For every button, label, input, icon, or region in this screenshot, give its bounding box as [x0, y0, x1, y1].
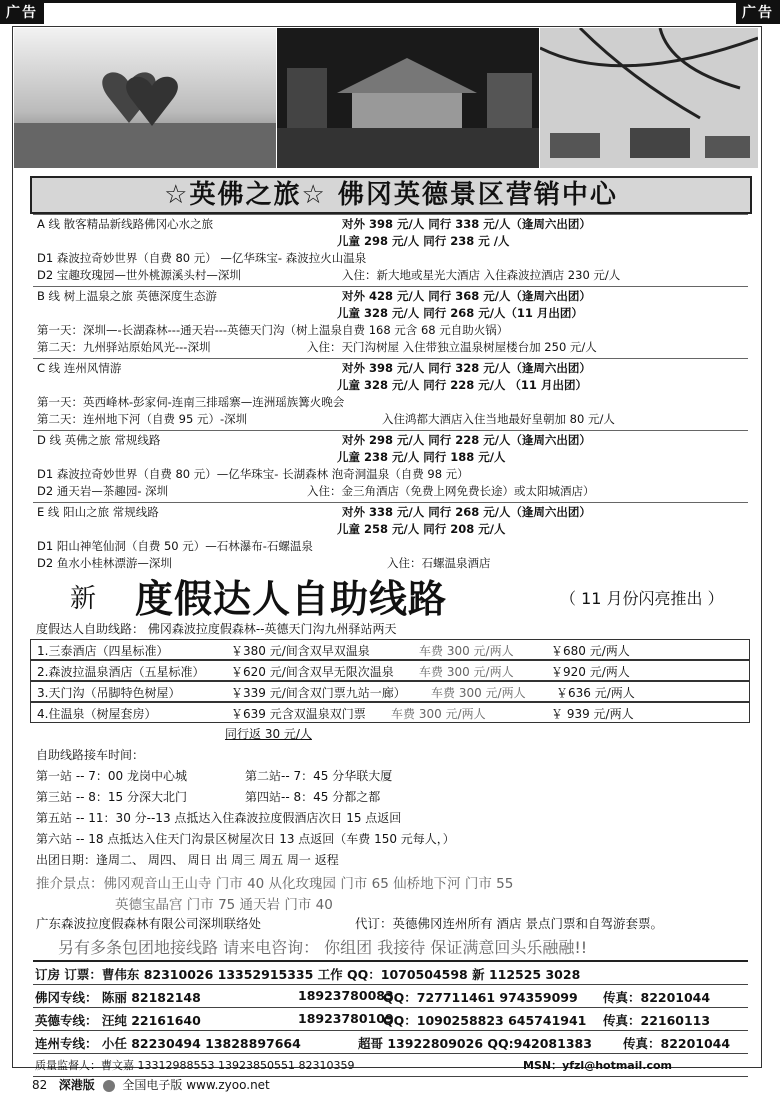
route-hotel: 入住鸿都大酒店入住当地最好皇朝加 80 元/人: [382, 412, 615, 426]
launch-note: （ 11 月份闪亮推出 ）: [560, 589, 724, 608]
route-day: D2 宝趣玫瑰园—世外桃源溪头村—深圳: [37, 268, 241, 282]
route-day: D1 森波拉奇妙世界（自费 80 元）—亿华珠宝- 长湖森林 泡奇洞温泉（自费 98 元）: [37, 467, 469, 481]
edition-label: 深港版: [58, 1078, 95, 1092]
route-hotel: 入住：新大地或星光大酒店 入住森波拉酒店 230 元/人: [342, 268, 621, 282]
route-e: [33, 502, 748, 574]
hotel-option: 1.三泰酒店（四星标准） ￥380 元/间含双早双温泉 车费 300 元/两人 ￥680 元/两人: [30, 639, 750, 660]
route-day: D1 阳山神笔仙洞（自费 50 元）—石林瀑布-石螺温泉: [37, 539, 313, 553]
pickup-stop: 第二站-- 7：45 分华联大厦: [245, 769, 393, 783]
pickup-stop: 第六站 -- 18 点抵达入住天门沟景区树屋次日 13 点返回（车费 150 元每人，）: [36, 832, 455, 846]
return-note: 同行返 30 元/人: [225, 727, 312, 741]
route-day: 第一天：英西峰林-彭家伺-连南三排瑶寨—连洲瑶族篝火晚会: [37, 395, 345, 409]
route-hotel: 入住：金三角酒店（免费上网免费长途）或太阳城酒店）: [307, 484, 595, 498]
contact-row: 订房 订票：曹伟东 82310026 13352915335 工作 QQ：1070504598 新 112525 3028: [33, 962, 748, 985]
route-price-adult: 对外 338 元/人 同行 268 元/人（逢周六出团）: [342, 505, 591, 519]
pickup-stop: 第一站 -- 7：00 龙岗中心城: [36, 769, 188, 783]
page-number: 82: [32, 1078, 48, 1092]
recommended-spots: 英德宝晶宫 门市 75 通天岩 门市 40: [115, 897, 333, 913]
route-hotel: 入住：天门沟树屋 入住带独立温泉树屋楼台加 250 元/人: [307, 340, 597, 354]
supervisor-row: 质量监督人：曹文嘉 13312988553 13923850551 82310359 MSN：yfzl@hotmail.com: [33, 1054, 748, 1077]
self-drive-title: 度假达人自助线路: [135, 577, 448, 621]
pickup-stop: 第五站 -- 11：30 分--13 点抵达入住森波拉度假酒店次日 15 点返回: [36, 811, 402, 825]
ad-tag-left: 广告: [0, 0, 44, 24]
new-label: 新: [70, 584, 97, 614]
hotel-option: 3.天门沟（吊脚特色树屋） ￥339 元/间含双门票九站一廊） 车费 300 元/两人 ￥636 元/两人: [30, 681, 750, 702]
route-name: B 线 树上温泉之旅 英德深度生态游: [37, 289, 217, 303]
route-price-adult: 对外 428 元/人 同行 368 元/人（逢周六出团）: [342, 289, 591, 303]
route-c: [33, 358, 748, 430]
route-price-adult: 对外 398 元/人 同行 338 元/人（逢周六出团）: [342, 217, 591, 231]
pickup-stop: 第四站-- 8：45 分都之都: [245, 790, 381, 804]
recommended-spots: 推介景点：佛冈观音山王山寺 门市 40 从化玫瑰园 门市 65 仙桥地下河 门市 55: [36, 876, 514, 892]
departure-days: 出团日期：逢周二、 周四、 周日 出 周三 周五 周一 返程: [36, 853, 339, 867]
tree-house-photo: [540, 28, 758, 168]
route-price-child: 儿童 298 元/人 同行 238 元 /人: [337, 234, 510, 248]
page-footer: [32, 1076, 270, 1093]
route-price-child: 儿童 238 元/人 同行 188 元/人: [337, 450, 506, 464]
publisher-logo-icon: [103, 1080, 115, 1092]
pickup-title: 自助线路接车时间：: [36, 748, 145, 762]
slogan: 另有多条包团地接线路 请来电咨询： 你组团 我接待 保证满意回头乐融融!!: [58, 938, 588, 957]
contact-row: 英德专线： 汪纯 22161640 18923780109 QQ：1090258823 645741941 传真：22160113: [33, 1008, 748, 1031]
route-list: [33, 214, 748, 574]
route-price-adult: 对外 298 元/人 同行 228 元/人（逢周六出团）: [342, 433, 591, 447]
route-banner-title: ☆英佛之旅☆ 佛冈英德景区营销中心: [30, 176, 752, 214]
route-day: 第二天：连州地下河（自费 95 元）-深圳: [37, 412, 248, 426]
company-name: 广东森波拉度假森林有限公司深圳联络处: [36, 916, 262, 931]
route-price-child: 儿童 258 元/人 同行 208 元/人: [337, 522, 506, 536]
contact-row: 连州专线： 小任 82230494 13828897664 超哥 13922809026 QQ:942081383 传真：82201044: [33, 1031, 748, 1054]
route-name: D 线 英佛之旅 常规线路: [37, 433, 161, 447]
site-link[interactable]: 全国电子版 www.zyoo.net: [122, 1078, 270, 1092]
route-b: [33, 286, 748, 358]
route-a: [33, 214, 748, 286]
hotel-option: 2.森波拉温泉酒店（五星标准） ￥620 元/间含双早无限次温泉 车费 300 元/两人 ￥920 元/两人: [30, 660, 750, 681]
route-name: C 线 连州风情游: [37, 361, 122, 375]
heart-garden-photo: [14, 28, 276, 168]
route-day: 第二天：九州驿站原始风光---深圳: [37, 340, 211, 354]
route-price-child: 儿童 328 元/人 同行 228 元/人 （11 月出团）: [337, 378, 587, 392]
agent-note: 代订：英德佛冈连州所有 酒店 景点门票和自驾游套票。: [355, 916, 663, 931]
photo-strip: [14, 28, 758, 168]
route-day: D1 森波拉奇妙世界（自费 80 元） —亿华珠宝- 森波拉火山温泉: [37, 251, 367, 265]
self-drive-section: [30, 568, 750, 957]
contact-row: 佛冈专线： 陈丽 82182148 18923780083 QQ：727711461 974359099 传真：82201044: [33, 985, 748, 1008]
route-day: D2 通天岩—茶趣园- 深圳: [37, 484, 169, 498]
route-hotel: 入住：石螺温泉酒店: [387, 556, 491, 570]
hotel-option: 4.住温泉（树屋套房） ￥639 元含双温泉双门票 车费 300 元/两人 ￥ 939 元/两人: [30, 702, 750, 723]
self-drive-route: 度假达人自助线路： 佛冈森波拉度假森林--英德天门沟九州驿站两天: [36, 622, 397, 636]
route-name: E 线 阳山之旅 常规线路: [37, 505, 159, 519]
route-price-adult: 对外 398 元/人 同行 328 元/人（逢周六出团）: [342, 361, 591, 375]
route-day: D2 鱼水小桂林漂游—深圳: [37, 556, 172, 570]
route-price-child: 儿童 328 元/人 同行 268 元/人（11 月出团）: [337, 306, 583, 320]
pickup-stop: 第三站 -- 8：15 分深大北门: [36, 790, 188, 804]
contact-table: [33, 960, 748, 1077]
route-d: [33, 430, 748, 502]
ad-tag-right: 广告: [736, 0, 780, 24]
route-name: A 线 散客精品新线路佛冈心水之旅: [37, 217, 214, 231]
route-day: 第一天：深圳—-长湖森林---通天岩---英德天门沟（树上温泉自费 168 元含 68 元自助火锅）: [37, 323, 509, 337]
top-rule: [0, 0, 780, 3]
resort-night-photo: [277, 28, 539, 168]
